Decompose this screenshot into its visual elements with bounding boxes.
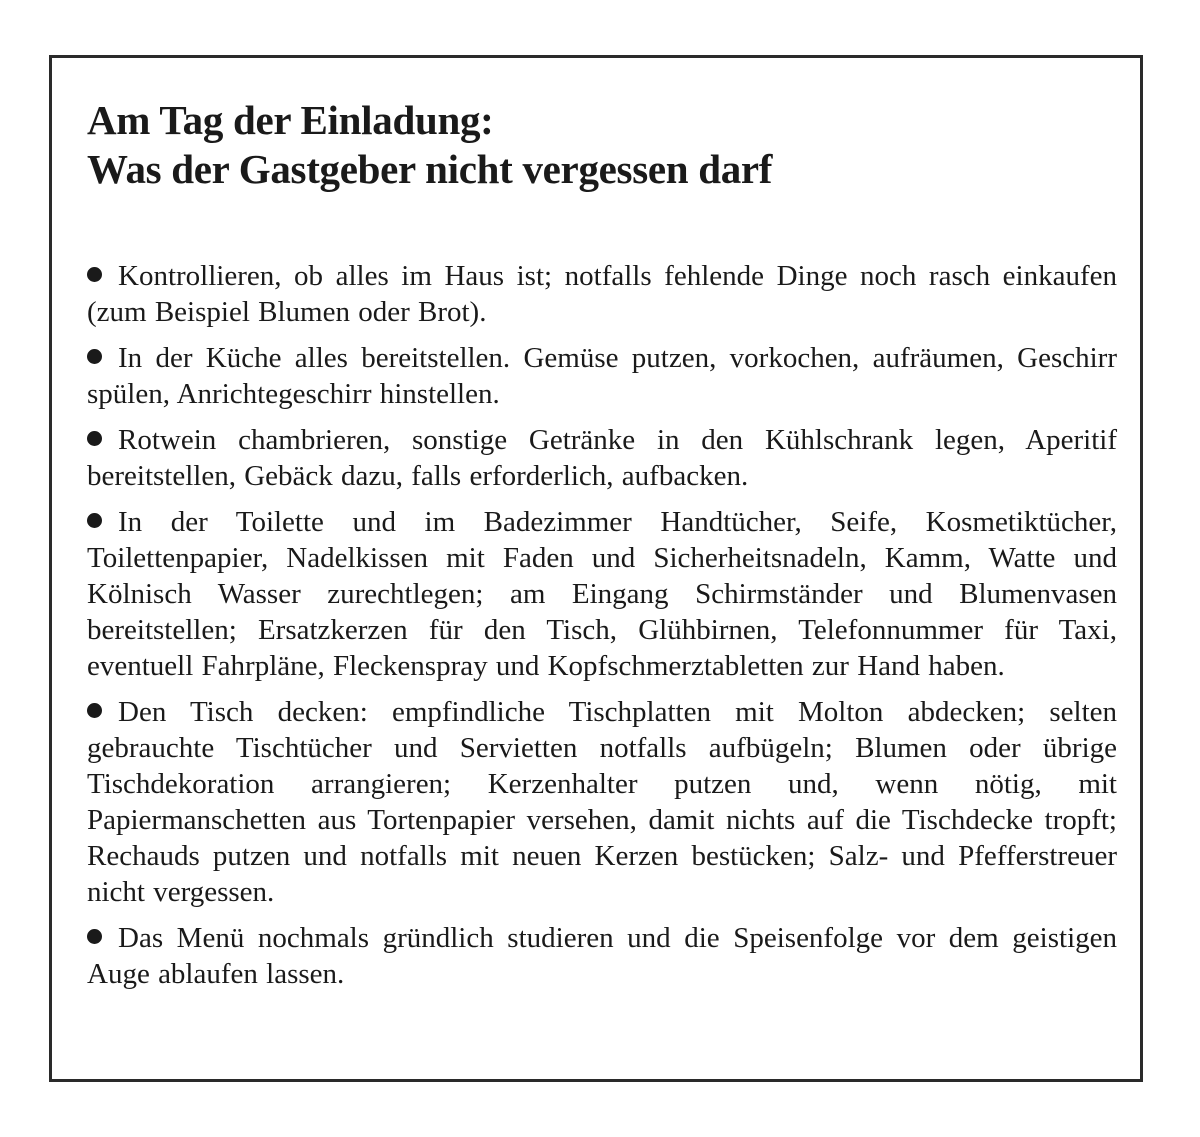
checklist — [87, 258, 1117, 1002]
bullet-icon — [87, 349, 102, 364]
list-item-text: In der Toilette und im Badezimmer Handtücher, Seife, Kosmetiktücher, Toilettenpapier, Nadelkissen mit Faden und Sicherheitsnadeln, Kamm, Watte und Kölnisch Wasser zurechtlegen; am Eingang Schirmständer und Blumenvasen bereitstellen; Ersatzkerzen für den Tisch, Glühbirnen, Telefonnummer für Taxi, eventuell Fahrpläne, Fleckenspray und Kopfschmerztabletten zur Hand haben. — [87, 506, 1117, 682]
list-item-text: Rotwein chambrieren, sonstige Getränke in den Kühlschrank legen, Aperitif bereitstellen, Gebäck dazu, falls erforderlich, aufbacken. — [87, 424, 1117, 492]
bullet-icon — [87, 267, 102, 282]
list-item — [87, 694, 1117, 910]
checklist-box — [49, 55, 1143, 1082]
list-item-text: Kontrollieren, ob alles im Haus ist; notfalls fehlende Dinge noch rasch einkaufen (zum Beispiel Blumen oder Brot). — [87, 260, 1117, 328]
list-item — [87, 340, 1117, 412]
list-item — [87, 258, 1117, 330]
list-item-text: Das Menü nochmals gründlich studieren und die Speisenfolge vor dem geistigen Auge ablaufen lassen. — [87, 922, 1117, 990]
list-item-text: In der Küche alles bereitstellen. Gemüse putzen, vorkochen, aufräumen, Geschirr spülen, Anrichtegeschirr hinstellen. — [87, 342, 1117, 410]
bullet-icon — [87, 513, 102, 528]
bullet-icon — [87, 431, 102, 446]
list-item — [87, 504, 1117, 684]
title-line-2: Was der Gastgeber nicht vergessen darf — [87, 146, 773, 192]
bullet-icon — [87, 703, 102, 718]
bullet-icon — [87, 929, 102, 944]
list-item — [87, 422, 1117, 494]
list-item-text: Den Tisch decken: empfindliche Tischplatten mit Molton abdecken; selten gebrauchte Tischtücher und Servietten notfalls aufbügeln; Blumen oder übrige Tischdekoration arrangieren; Kerzenhalter putzen und, wenn nötig, mit Papiermanschetten aus Tortenpapier versehen, damit nichts auf die Tischdecke tropft; Rechauds putzen und notfalls mit neuen Kerzen bestücken; Salz- und Pfefferstreuer nicht vergessen. — [87, 696, 1117, 908]
title-line-1: Am Tag der Einladung: — [87, 97, 494, 143]
page-title — [87, 96, 772, 194]
list-item — [87, 920, 1117, 992]
